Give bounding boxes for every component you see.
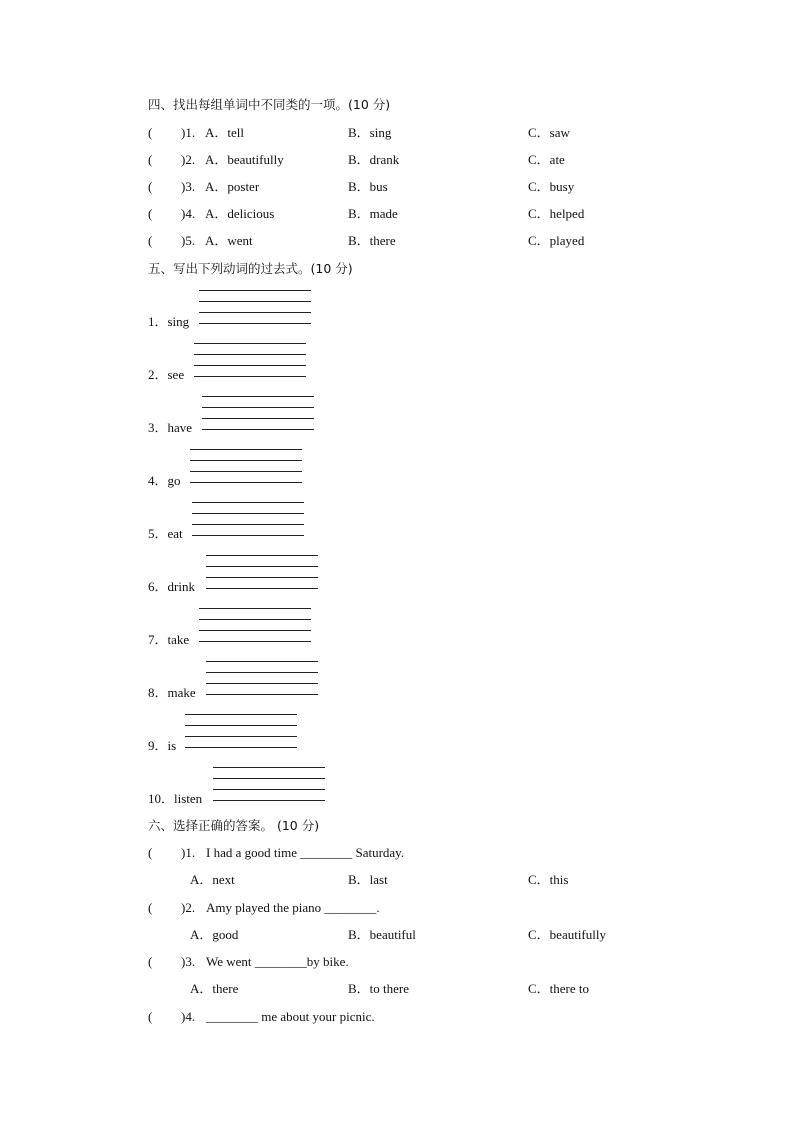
answer-line: [206, 577, 318, 578]
question-text: Amy played the piano ________.: [206, 900, 380, 915]
answer-line: [185, 725, 297, 726]
answer-line: [199, 608, 311, 609]
question-text: I had a good time ________ Saturday.: [206, 845, 405, 860]
question-number: )1.: [181, 845, 196, 860]
section-4-heading: 四、找出每组单词中不同类的一项。(10 分): [148, 97, 391, 112]
section-6-heading: 六、选择正确的答案。 (10 分): [148, 818, 320, 833]
option-b: B．drank: [348, 152, 400, 167]
answer-line: [206, 672, 318, 673]
answer-line[interactable]: [199, 641, 311, 642]
answer-line: [192, 502, 304, 503]
answer-line: [202, 407, 314, 408]
item-number: )1.: [181, 125, 196, 140]
answer-line[interactable]: [185, 747, 297, 748]
answer-paren: (: [148, 206, 153, 221]
answer-line: [190, 449, 302, 450]
answer-line: [192, 524, 304, 525]
answer-line: [199, 619, 311, 620]
answer-paren: (: [148, 845, 153, 860]
verb-label: 6．drink: [148, 579, 195, 594]
item-number: )2.: [181, 152, 196, 167]
answer-line: [194, 354, 306, 355]
answer-paren: (: [148, 233, 153, 248]
option-a: A．beautifully: [205, 152, 284, 167]
item-number: )4.: [181, 206, 196, 221]
verb-label: 5．eat: [148, 526, 183, 541]
verb-label: 1．sing: [148, 314, 190, 329]
answer-line[interactable]: [199, 323, 311, 324]
answer-line: [194, 365, 306, 366]
question-text: We went ________by bike.: [206, 954, 349, 969]
option-a: A．poster: [205, 179, 260, 194]
verb-label: 7．take: [148, 632, 190, 647]
answer-paren: (: [148, 152, 153, 167]
option-a: A．there: [190, 981, 239, 996]
answer-line: [190, 471, 302, 472]
answer-line[interactable]: [194, 376, 306, 377]
answer-line: [199, 301, 311, 302]
option-b: B．there: [348, 233, 396, 248]
answer-line: [202, 396, 314, 397]
option-c: C．played: [528, 233, 585, 248]
question-number: )4.: [181, 1009, 196, 1024]
answer-line[interactable]: [192, 535, 304, 536]
answer-paren: (: [148, 1009, 153, 1024]
option-b: B．beautiful: [348, 927, 416, 942]
section-5-heading: 五、写出下列动词的过去式。(10 分): [148, 261, 353, 276]
answer-line[interactable]: [213, 800, 325, 801]
answer-line[interactable]: [206, 694, 318, 695]
answer-line: [199, 312, 311, 313]
answer-line: [206, 555, 318, 556]
option-b: B．to there: [348, 981, 410, 996]
question-number: )3.: [181, 954, 196, 969]
verb-label: 3．have: [148, 420, 193, 435]
question-number: )2.: [181, 900, 196, 915]
option-c: C．there to: [528, 981, 590, 996]
verb-label: 10．listen: [148, 791, 203, 806]
option-b: B．sing: [348, 125, 392, 140]
option-b: B．bus: [348, 179, 388, 194]
item-number: )5.: [181, 233, 196, 248]
answer-line[interactable]: [206, 588, 318, 589]
option-a: A．tell: [205, 125, 244, 140]
answer-line: [199, 630, 311, 631]
answer-line: [213, 789, 325, 790]
answer-line: [190, 460, 302, 461]
question-text: ________ me about your picnic.: [206, 1009, 375, 1024]
verb-label: 8．make: [148, 685, 196, 700]
answer-line: [206, 566, 318, 567]
option-c: C．helped: [528, 206, 585, 221]
verb-label: 2．see: [148, 367, 185, 382]
option-c: C．saw: [528, 125, 570, 140]
answer-line: [199, 290, 311, 291]
option-c: C．busy: [528, 179, 575, 194]
option-b: B．made: [348, 206, 398, 221]
option-c: C．ate: [528, 152, 565, 167]
option-c: C．this: [528, 872, 569, 887]
option-b: B．last: [348, 872, 388, 887]
answer-line: [213, 778, 325, 779]
verb-label: 9．is: [148, 738, 177, 753]
answer-paren: (: [148, 900, 153, 915]
answer-line: [213, 767, 325, 768]
answer-line: [185, 736, 297, 737]
answer-line: [206, 683, 318, 684]
answer-line: [202, 418, 314, 419]
answer-line: [185, 714, 297, 715]
option-a: A．went: [205, 233, 253, 248]
answer-line: [192, 513, 304, 514]
answer-line: [206, 661, 318, 662]
answer-line[interactable]: [190, 482, 302, 483]
answer-line: [194, 343, 306, 344]
item-number: )3.: [181, 179, 196, 194]
answer-line[interactable]: [202, 429, 314, 430]
option-a: A．next: [190, 872, 235, 887]
option-a: A．delicious: [205, 206, 275, 221]
option-a: A．good: [190, 927, 239, 942]
answer-paren: (: [148, 125, 153, 140]
option-c: C．beautifully: [528, 927, 606, 942]
answer-paren: (: [148, 954, 153, 969]
verb-label: 4．go: [148, 473, 181, 488]
answer-paren: (: [148, 179, 153, 194]
